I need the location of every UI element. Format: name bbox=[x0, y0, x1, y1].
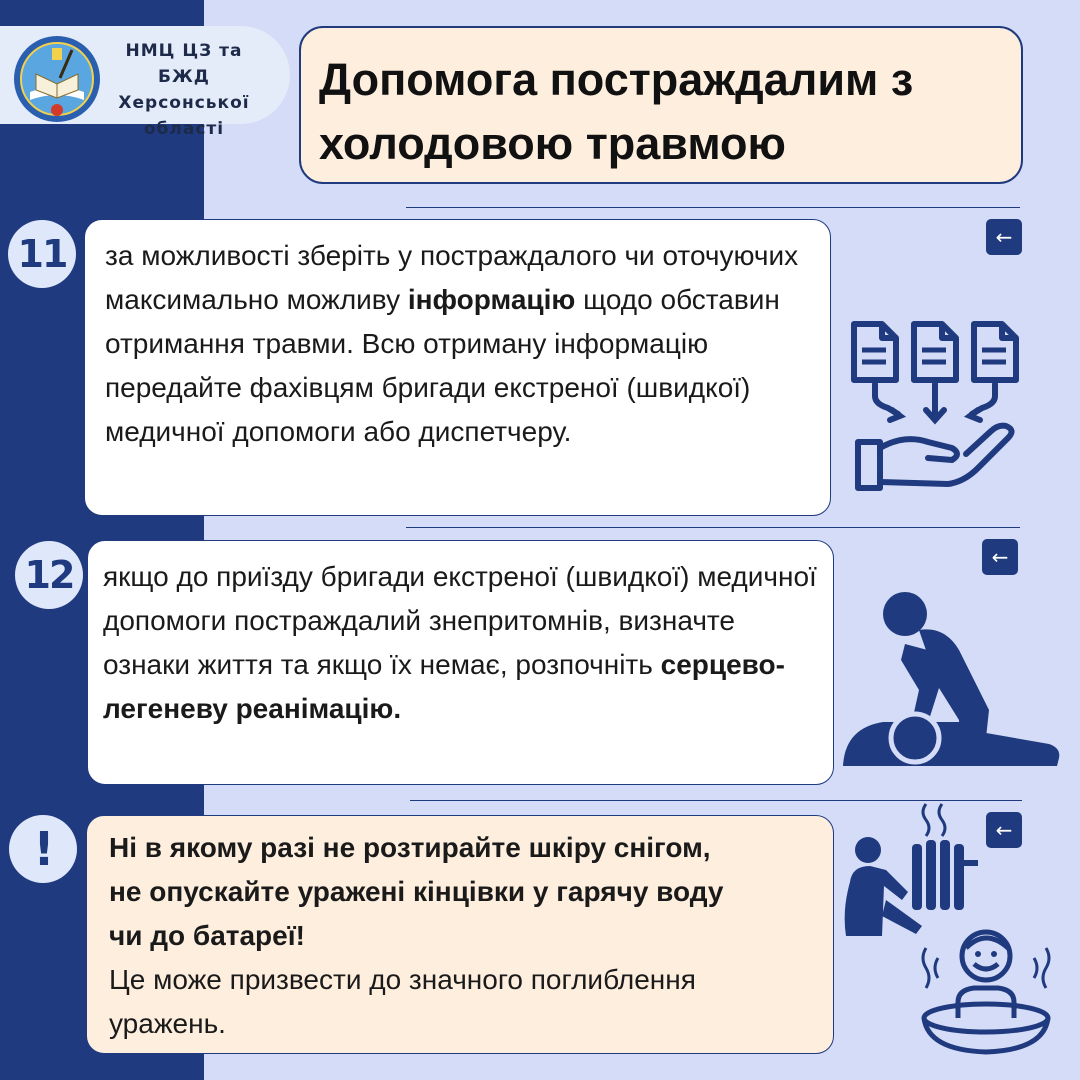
step-number-badge: 12 bbox=[15, 541, 83, 609]
step-text: якщо до приїзду бригади екстреної (швидкої) медичної допомоги постраждалий знепритомнів, визначте ознаки життя та якщо їх немає, розпочніть bbox=[103, 561, 817, 680]
org-name: НМЦ ЦЗ та БЖД Херсонської області bbox=[118, 41, 250, 139]
documents-to-hand-icon bbox=[848, 318, 1023, 496]
warning-icon: ! bbox=[9, 815, 77, 883]
title-box bbox=[299, 26, 1023, 184]
step-text: за можливості зберіть у постраждалого чи оточуючих максимально можливу bbox=[105, 240, 799, 315]
warning-text: Це може призвести до значного поглиблення уражень. bbox=[109, 964, 696, 1039]
step-text-bold: інформацію bbox=[407, 284, 576, 315]
step-number-badge: 11 bbox=[8, 220, 76, 288]
cpr-icon bbox=[843, 590, 1063, 770]
back-button[interactable]: ← bbox=[986, 219, 1022, 255]
step-card bbox=[87, 540, 834, 785]
page-title: Допомога постраждалим з холодовою травмою bbox=[319, 54, 914, 169]
step-text-bold: серцево-легеневу реанімацію. bbox=[103, 649, 785, 724]
warning-card bbox=[86, 815, 834, 1054]
org-emblem-icon bbox=[12, 34, 102, 124]
hot-bath-icon bbox=[918, 918, 1058, 1058]
back-button[interactable]: ← bbox=[982, 539, 1018, 575]
org-logo-badge bbox=[0, 26, 290, 139]
divider bbox=[406, 527, 1020, 528]
divider bbox=[406, 207, 1020, 208]
step-card bbox=[84, 219, 831, 516]
warning-bold-text: Ні в якому разі не розтирайте шкіру снігом, не опускайте уражені кінцівки у гарячу воду чи до батареї! bbox=[109, 832, 724, 951]
step-text: щодо обставин отримання травми. Всю отриману інформацію передайте фахівцям бригади екстреної (швидкої) медичної допомоги або диспетчеру. bbox=[105, 284, 780, 447]
back-button[interactable]: ← bbox=[986, 812, 1022, 848]
